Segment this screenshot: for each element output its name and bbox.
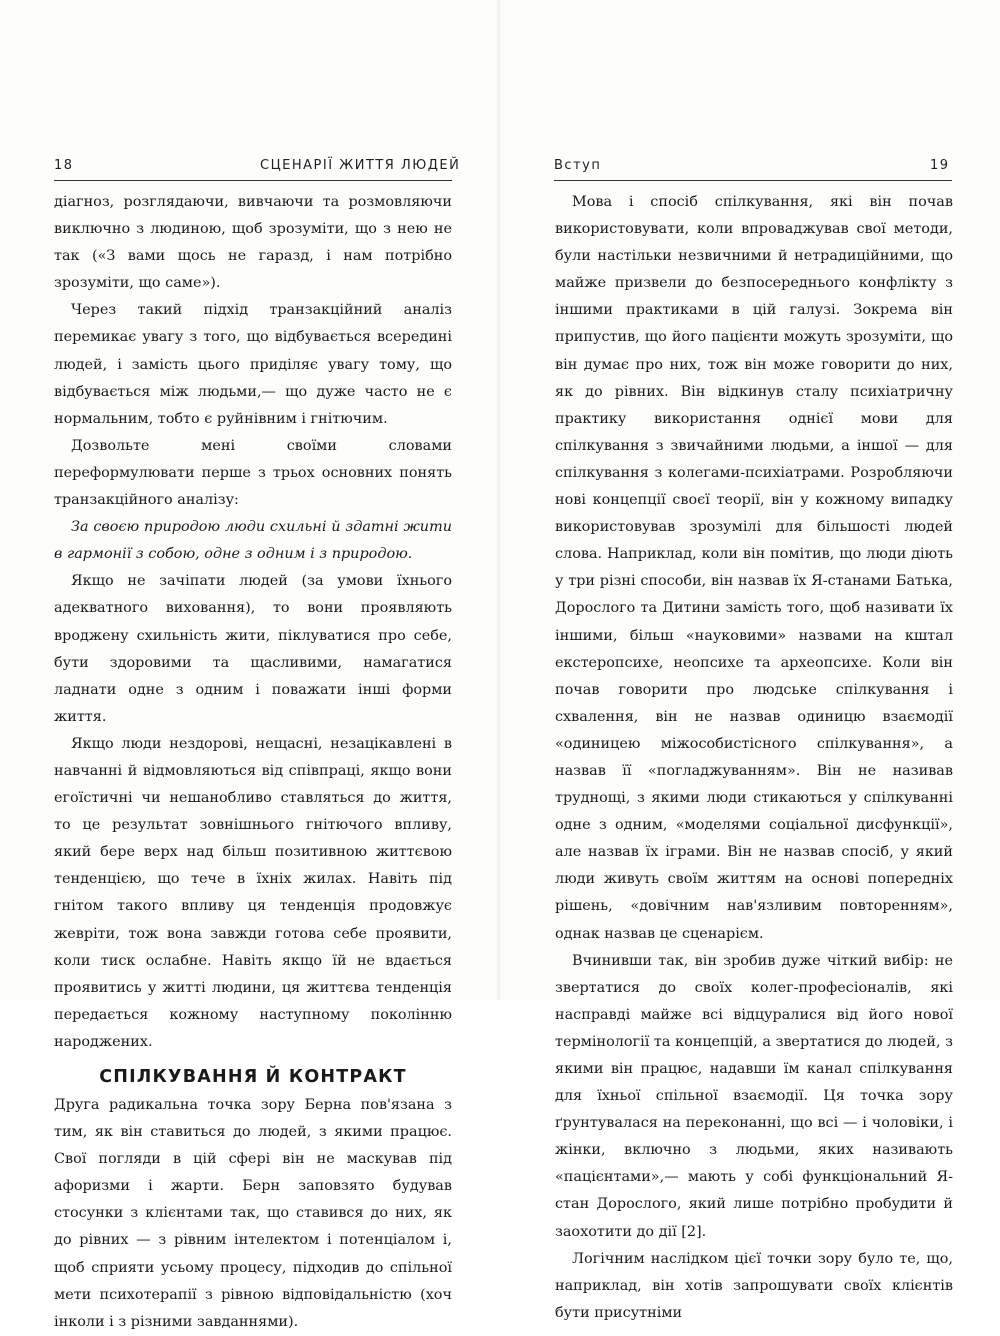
left-text-column xyxy=(54,189,452,1336)
paragraph: Через такий підхід транзакційний аналіз перемикає увагу з того, що відбувається всередині людей, і замість цього приділяє увагу тому, що відбувається між людьми,— що дуже часто не є нормальним, тобто є руйнівним і гнітючим. xyxy=(54,302,452,427)
paragraph: Якщо не зачіпати людей (за умови їхнього адекватного виховання), то вони проявляють вроджену схильність жити, піклуватися про себе, бути здоровими та щасливими, намагатися ладнати одне з одним і поважати інші форми життя. xyxy=(54,573,452,725)
right-header-rule xyxy=(554,180,952,181)
paragraph: Друга радикальна точка зору Берна пов'язана з тим, як він ставиться до людей, з якими працює. Свої погляди в цій сфері він не маскував під афоризми і жарти. Берн заповзято будував стосунки з клієнтами так, що ставився до них, як до рівних — з рівним інтелектом і потенціалом і, щоб сприяти усьому процесу, підходив до спільної мети психотерапії з рівною відповідальністю (хоч інколи і з різними завданнями). xyxy=(54,1097,452,1330)
right-page-number: 19 xyxy=(930,158,950,173)
left-page-number: 18 xyxy=(54,158,74,173)
paragraph: Логічним наслідком цієї точки зору було те, що, наприклад, він хотів запрошувати своїх клієнтів бути присутніми xyxy=(555,1250,953,1321)
left-page xyxy=(0,0,500,1330)
paragraph: діагноз, розглядаючи, вивчаючи та розмовляючи виключно з людиною, щоб зрозуміти, що з нею не так («З вами щось не гаразд, і нам потрібно зрозуміти, що саме»). xyxy=(54,194,452,292)
section-heading: СПІЛКУВАННЯ Й КОНТРАКТ xyxy=(99,1067,407,1087)
paragraph: Вчинивши так, він зробив дуже чіткий вибір: не звертатися до своїх колег-професіоналів, які насправді майже всі відцуралися від його нової термінології та концепцій, а звертатися до людей, з якими він працює, надавши їм канал спілкування для їхньої спільної взаємодії. Ця точка зору ґрунтувалася на переконанні, що всі — і чоловіки, і жінки, включно з людьми, яких називають «пацієнтами»,— мають у собі функціональний Я-стан Дорослого, який лише потрібно пробудити й заохотити до дії [2]. xyxy=(555,952,953,1240)
right-text-column xyxy=(555,189,953,1327)
paragraph: Якщо люди нездорові, нещасні, незацікавлені в навчанні й відмовляються від співпраці, якщо вони егоїстичні чи нешанобливо ставляться до життя, то це результат зовнішнього гнітючого впливу, який бере верх над більш позитивною життєвою тенденцією, що тече в їхніх жилах. Навіть під гнітом такого впливу ця тенденція продовжує жевріти, тож вона завжди готова себе проявити, коли тиск ослабне. Навіть якщо їй не вдається проявитись у житті людини, ця життєва тенденція передається кожному наступному поколінню народжених. xyxy=(54,735,452,1050)
paragraph: Мова і спосіб спілкування, які він почав використовувати, коли впроваджував свої методи, були настільки незвичними й нетрадиційними, що майже призвели до безпосереднього конфлікту з іншими практиками в цій галузі. Зокрема він припустив, що його пацієнти можуть зрозуміти, що він думає про них, тож він може говорити до них, як до рівних. Він відкинув сталу психіатричну практику використання однієї мови для спілкування з звичайними людьми, а іншої — для спілкування з колегами-психіатрами. Розробляючи нові концепції своєї теорії, він у кожному випадку використовував зрозумілі для більшості людей слова. Наприклад, коли він помітив, що люди діють у три різні способи, він назвав їх Я-станами Батька, Дорослого та Дитини замість того, щоб називати їх іншими, більш «науковими» назвами на кштал екстеропсихе, неопсихе та археопсихе. Коли він почав говорити про людське спілкування і схвалення, він не назвав одиницю взаємодії «одиницею міжособистісного спілкування», а назвав її «погладжуванням». Він не називав труднощі, з якими люди стикаються у спілкуванні одне з одним, «моделями соціальної дисфункції», але назвав їх іграми. Він не назвав спосіб, у який люди живуть своїм життям на основі попередніх рішень, «довічним нав'язливим повторенням», однак назвав це сценарієм. xyxy=(555,194,953,942)
left-header-rule xyxy=(54,180,452,181)
right-running-title: Вступ xyxy=(554,158,602,173)
italic-quote: За своєю природою люди схильні й здатні жити в гармонії з собою, одне з одним і з природою. xyxy=(54,519,452,563)
paragraph: Дозвольте мені своїми словами переформулювати перше з трьох основних понять транзакційного аналізу: xyxy=(54,437,452,509)
left-running-title: СЦЕНАРІЇ ЖИТТЯ ЛЮДЕЙ xyxy=(260,158,461,173)
